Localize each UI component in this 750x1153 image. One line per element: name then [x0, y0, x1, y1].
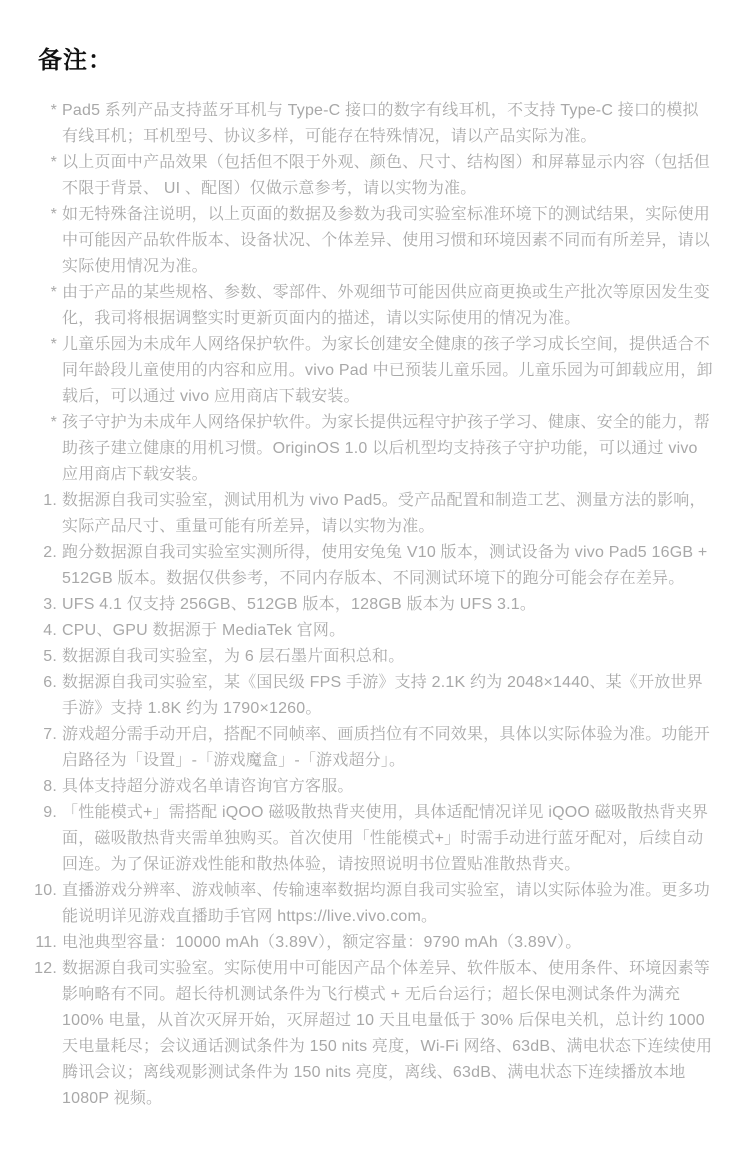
note-marker: *	[50, 206, 57, 223]
note-item	[50, 332, 714, 410]
note-marker: 12.	[34, 960, 57, 977]
note-text: 数据源自我司实验室。实际使用中可能因产品个体差异、软件版本、使用条件、环境因素等影响略有不同。超长待机测试条件为飞行模式 + 无后台运行；超长保电测试条件为满充 100% 电量，从首次灭屏开始，灭屏超过 10 天且电量低于 30% 后保电关机，总计约 1000 天电量耗尽；会议通话测试条件为 150 nits 亮度，Wi-Fi 网络、63dB、满电状态下连续使用腾讯会议；离线观影测试条件为 150 nits 亮度，离线、63dB、满电状态下连续播放本地 1080P 视频。	[62, 960, 713, 1107]
note-text: 电池典型容量：10000 mAh（3.89V），额定容量：9790 mAh（3.89V）。	[62, 934, 582, 951]
note-item	[50, 150, 714, 202]
note-text: 儿童乐园为未成年人网络保护软件。为家长创建安全健康的孩子学习成长空间，提供适合不同年龄段儿童使用的内容和应用。vivo Pad 中已预装儿童乐园。儿童乐园为可卸载应用，卸载后，可以通过 vivo 应用商店下载安装。	[62, 336, 713, 405]
note-item	[43, 800, 714, 878]
note-item	[43, 644, 714, 670]
note-item	[50, 410, 714, 488]
note-marker: *	[50, 154, 57, 171]
note-item	[34, 878, 714, 930]
note-text: 跑分数据源自我司实验室实测所得，使用安兔兔 V10 版本，测试设备为 vivo Pad5 16GB + 512GB 版本。数据仅供参考，不同内存版本、不同测试环境下的跑分可能会存在差异。	[62, 544, 708, 587]
note-marker: *	[50, 284, 57, 301]
note-marker: 1.	[43, 492, 57, 509]
note-item	[50, 98, 714, 150]
note-text: 数据源自我司实验室，为 6 层石墨片面积总和。	[62, 648, 405, 665]
note-text: 如无特殊备注说明，以上页面的数据及参数为我司实验室标准环境下的测试结果，实际使用中可能因产品软件版本、设备状况、个体差异、使用习惯和环境因素不同而有所差异，请以实际使用情况为准。	[62, 206, 711, 275]
note-text: 由于产品的某些规格、参数、零部件、外观细节可能因供应商更换或生产批次等原因发生变化，我司将根据调整实时更新页面内的描述，请以实际使用的情况为准。	[62, 284, 711, 327]
notes-list	[34, 98, 714, 1112]
note-marker: *	[50, 336, 57, 353]
note-marker: 7.	[43, 726, 57, 743]
note-item	[43, 488, 714, 540]
note-item	[43, 670, 714, 722]
note-marker: *	[50, 102, 57, 119]
note-text: Pad5 系列产品支持蓝牙耳机与 Type-C 接口的数字有线耳机，不支持 Type-C 接口的模拟有线耳机；耳机型号、协议多样，可能存在特殊情况，请以产品实际为准。	[62, 102, 699, 145]
note-marker: 6.	[43, 674, 57, 691]
note-marker: 9.	[43, 804, 57, 821]
note-text: 「性能模式+」需搭配 iQOO 磁吸散热背夹使用，具体适配情况详见 iQOO 磁吸散热背夹界面，磁吸散热背夹需单独购买。首次使用「性能模式+」时需手动进行蓝牙配对，后续自动回连。为了保证游戏性能和散热体验，请按照说明书位置贴准散热背夹。	[62, 804, 709, 873]
note-text: 游戏超分需手动开启，搭配不同帧率、画质挡位有不同效果，具体以实际体验为准。功能开启路径为「设置」-「游戏魔盒」-「游戏超分」。	[62, 726, 711, 769]
note-text: 数据源自我司实验室，某《国民级 FPS 手游》支持 2.1K 约为 2048×1440、某《开放世界手游》支持 1.8K 约为 1790×1260。	[62, 674, 703, 717]
note-text: CPU、GPU 数据源于 MediaTek 官网。	[62, 622, 346, 639]
note-marker: 5.	[43, 648, 57, 665]
note-marker: 4.	[43, 622, 57, 639]
note-item	[35, 930, 714, 956]
note-marker: 10.	[34, 882, 57, 899]
note-text: 具体支持超分游戏名单请咨询官方客服。	[62, 778, 354, 795]
note-marker: 3.	[43, 596, 57, 613]
note-marker: 2.	[43, 544, 57, 561]
note-text: 以上页面中产品效果（包括但不限于外观、颜色、尺寸、结构图）和屏幕显示内容（包括但不限于背景、 UI 、配图）仅做示意参考，请以实物为准。	[62, 154, 711, 197]
note-item	[43, 618, 714, 644]
note-marker: 11.	[35, 934, 57, 951]
note-item	[50, 280, 714, 332]
page-title: 备注：	[38, 47, 113, 74]
note-marker: 8.	[43, 778, 57, 795]
note-item	[43, 774, 714, 800]
note-item	[43, 540, 714, 592]
note-text: 数据源自我司实验室，测试用机为 vivo Pad5。受产品配置和制造工艺、测量方法的影响，实际产品尺寸、重量可能有所差异，请以实物为准。	[62, 492, 706, 535]
note-item	[43, 592, 714, 618]
note-item	[34, 956, 714, 1112]
note-text: 孩子守护为未成年人网络保护软件。为家长提供远程守护孩子学习、健康、安全的能力，帮助孩子建立健康的用机习惯。OriginOS 1.0 以后机型均支持孩子守护功能，可以通过 vivo 应用商店下载安装。	[62, 414, 711, 483]
note-marker: *	[50, 414, 57, 431]
note-text: UFS 4.1 仅支持 256GB、512GB 版本，128GB 版本为 UFS 3.1。	[62, 596, 537, 613]
note-text: 直播游戏分辨率、游戏帧率、传输速率数据均源自我司实验室，请以实际体验为准。更多功能说明详见游戏直播助手官网 https://live.vivo.com。	[62, 882, 711, 925]
note-item	[50, 202, 714, 280]
note-item	[43, 722, 714, 774]
